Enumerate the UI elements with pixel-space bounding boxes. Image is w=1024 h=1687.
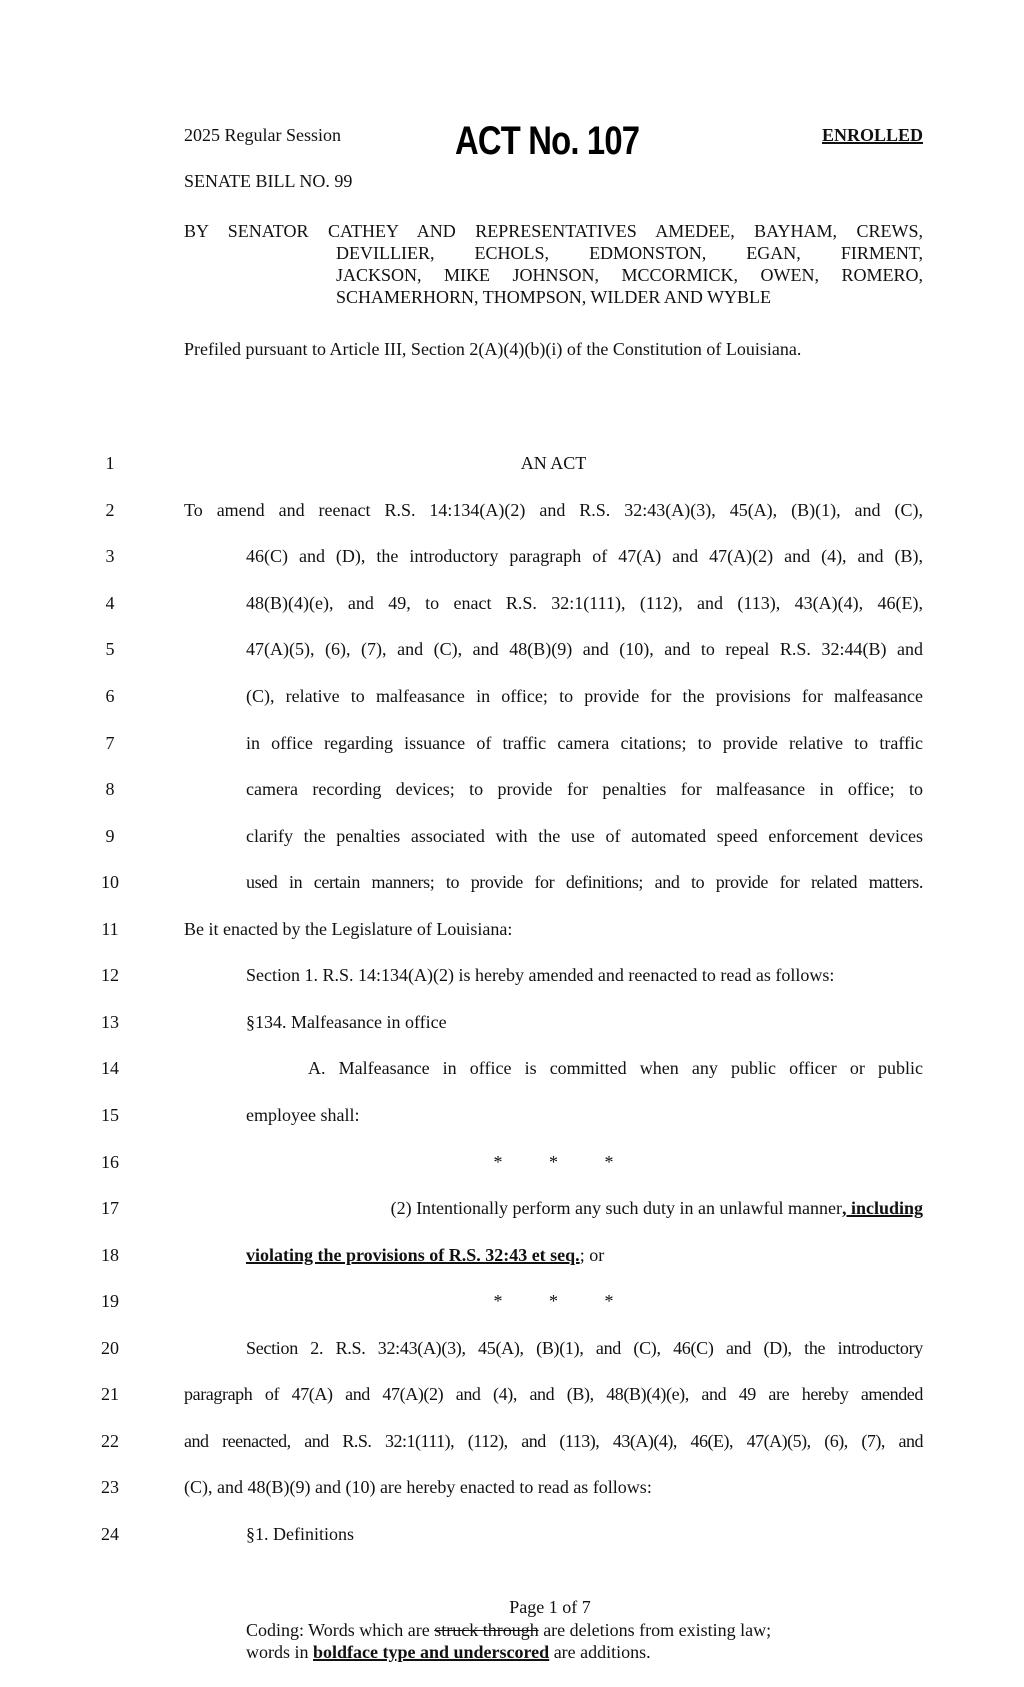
added-text: , including [841, 1198, 923, 1218]
line-number: 1 [105, 453, 115, 473]
coding-line-2 [246, 1641, 771, 1663]
line-number: 9 [105, 826, 115, 846]
existing-text: ; or [579, 1245, 605, 1265]
line-number: 12 [101, 965, 119, 985]
title-line: clarify the penalties associated with the use of automated speed enforcement devices [246, 826, 923, 846]
line-number: 4 [105, 593, 115, 613]
line-number: 17 [101, 1198, 119, 1218]
section-intro: Section 2. R.S. 32:43(A)(3), 45(A), (B)(1), and (C), 46(C) and (D), the introductory [246, 1338, 923, 1358]
coding-text: words in [246, 1642, 313, 1662]
line-number: 14 [101, 1058, 119, 1078]
coding-line-1 [246, 1619, 771, 1641]
body-line: paragraph of 47(A) and 47(A)(2) and (4), and (B), 48(B)(4)(e), and 49 are hereby amended [184, 1384, 923, 1404]
title-line: 46(C) and (D), the introductory paragraph of 47(A) and 47(A)(2) and (4), and (B), [246, 546, 923, 566]
coding-text: are deletions from existing law; [538, 1620, 772, 1640]
body-line [246, 1244, 604, 1266]
coding-text: are additions. [549, 1642, 651, 1662]
line-number: 22 [101, 1431, 119, 1451]
page-number: Page 1 of 7 [509, 1597, 591, 1617]
line-number: 8 [105, 779, 115, 799]
body-line: employee shall: [246, 1105, 360, 1125]
existing-text: (2) Intentionally perform any such duty in an unlawful manner [390, 1198, 842, 1218]
line-number: 13 [101, 1012, 119, 1032]
line-number: 6 [105, 686, 115, 706]
authors-line: JACKSON, MIKE JOHNSON, MCCORMICK, OWEN, ROMERO, [336, 265, 923, 285]
coding-legend [246, 1619, 771, 1663]
authors-block [184, 220, 923, 308]
line-number: 15 [101, 1105, 119, 1125]
line-number: 23 [101, 1477, 119, 1497]
line-number: 7 [105, 733, 115, 753]
act-number: ACT No. 107 [455, 119, 640, 163]
bill-number: SENATE BILL NO. 99 [184, 171, 353, 191]
title-line: used in certain manners; to provide for definitions; and to provide for related matters. [246, 872, 923, 892]
line-number: 16 [101, 1152, 119, 1172]
line-number: 5 [105, 639, 115, 659]
struck-example: struck through [434, 1620, 539, 1640]
line-number: 20 [101, 1338, 119, 1358]
omission-stars: * * * [493, 1291, 614, 1311]
session-label: 2025 Regular Session [184, 125, 341, 145]
added-text: violating the provisions of R.S. 32:43 et seq. [246, 1245, 580, 1265]
prefiled-note: Prefiled pursuant to Article III, Section 2(A)(4)(b)(i) of the Constitution of Louisiana. [184, 339, 802, 359]
line-number: 10 [101, 872, 119, 892]
authors-line: BY SENATOR CATHEY AND REPRESENTATIVES AMEDEE, BAYHAM, CREWS, [184, 221, 923, 241]
section-intro: Section 1. R.S. 14:134(A)(2) is hereby amended and reenacted to read as follows: [246, 965, 835, 985]
line-number: 11 [101, 919, 119, 939]
title-line: (C), relative to malfeasance in office; to provide for the provisions for malfeasance [246, 686, 923, 706]
body-line: A. Malfeasance in office is committed when any public officer or public [308, 1058, 923, 1078]
act-heading: AN ACT [520, 453, 587, 473]
title-line: To amend and reenact R.S. 14:134(A)(2) and R.S. 32:43(A)(3), 45(A), (B)(1), and (C), [184, 500, 923, 520]
line-number: 2 [105, 500, 115, 520]
body-line [308, 1197, 923, 1219]
line-number: 3 [105, 546, 115, 566]
section-heading: §1. Definitions [246, 1524, 354, 1544]
enacting-clause: Be it enacted by the Legislature of Louisiana: [184, 919, 513, 939]
title-line: 47(A)(5), (6), (7), and (C), and 48(B)(9) and (10), and to repeal R.S. 32:44(B) and [246, 639, 923, 659]
title-line: camera recording devices; to provide for penalties for malfeasance in office; to [246, 779, 923, 799]
body-line: (C), and 48(B)(9) and (10) are hereby enacted to read as follows: [184, 1477, 652, 1497]
authors-line: DEVILLIER, ECHOLS, EDMONSTON, EGAN, FIRMENT, [336, 243, 923, 263]
omission-stars: * * * [493, 1152, 614, 1172]
coding-text: Coding: Words which are [246, 1620, 435, 1640]
authors-line: SCHAMERHORN, THOMPSON, WILDER AND WYBLE [336, 287, 772, 307]
line-number: 19 [101, 1291, 119, 1311]
line-number: 24 [101, 1524, 119, 1544]
added-example: boldface type and underscored [313, 1642, 550, 1662]
line-number: 21 [101, 1384, 119, 1404]
body-line: and reenacted, and R.S. 32:1(111), (112), and (113), 43(A)(4), 46(E), 47(A)(5), (6), (7), and [184, 1431, 923, 1451]
enrolled-status: ENROLLED [821, 125, 923, 145]
title-line: in office regarding issuance of traffic camera citations; to provide relative to traffic [246, 733, 923, 753]
line-number: 18 [101, 1245, 119, 1265]
title-line: 48(B)(4)(e), and 49, to enact R.S. 32:1(111), (112), and (113), 43(A)(4), 46(E), [246, 593, 923, 613]
section-heading: §134. Malfeasance in office [246, 1012, 447, 1032]
